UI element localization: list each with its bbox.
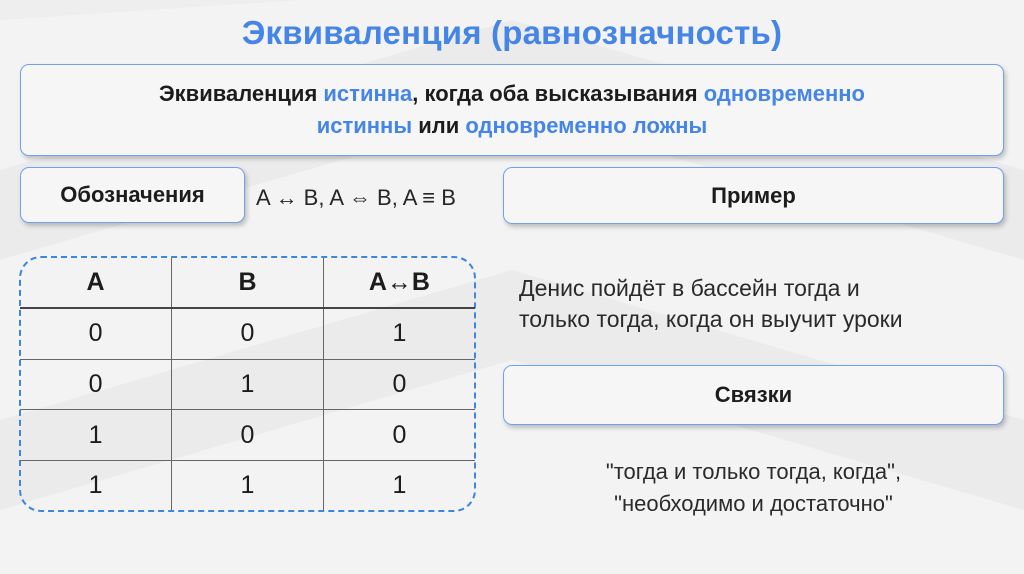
table-cell: 0 xyxy=(323,359,475,410)
connectives-text xyxy=(503,456,1004,520)
table-cell: 1 xyxy=(172,460,324,510)
connectives-line-1: "тогда и только тогда, когда", xyxy=(605,459,902,484)
table-cell: 1 xyxy=(20,460,172,510)
table-cell: 1 xyxy=(323,460,475,510)
table-cell: 0 xyxy=(172,308,324,359)
definition-highlight: истинна xyxy=(323,81,413,106)
table-row xyxy=(20,359,475,410)
definition-line-2 xyxy=(317,110,708,142)
definition-text: или xyxy=(412,113,466,138)
table-cell: 0 xyxy=(20,308,172,359)
example-line-2: только тогда, когда он выучит уроки xyxy=(519,306,903,332)
header-b: B xyxy=(172,258,324,308)
definition-box xyxy=(20,64,1004,156)
definition-highlight: одновременно xyxy=(703,81,865,106)
definition-highlight: истинны xyxy=(316,113,413,138)
example-label: Пример xyxy=(711,182,796,208)
table-row xyxy=(20,308,475,359)
table-cell: 1 xyxy=(172,359,324,410)
definition-line-1 xyxy=(159,78,865,110)
example-label-box xyxy=(503,167,1004,224)
example-text xyxy=(519,273,999,335)
definition-highlight: одновременно ложны xyxy=(465,113,708,138)
definition-text: , когда оба высказывания xyxy=(412,81,704,106)
table-row xyxy=(20,460,475,510)
header-a: A xyxy=(20,258,172,308)
definition-text: Эквиваленция xyxy=(159,81,324,106)
notation-symbols: A ↔ B, A ⇔ B, A ≡ B xyxy=(256,185,456,210)
page-title: Эквиваленция (равнозначность) xyxy=(241,14,783,51)
connectives-label-box xyxy=(503,365,1004,425)
example-line-1: Денис пойдёт в бассейн тогда и xyxy=(519,275,860,301)
connectives-label: Связки xyxy=(714,382,793,407)
header-result: A↔B xyxy=(323,258,475,308)
connectives-line-2: "необходимо и достаточно" xyxy=(614,491,893,516)
notation-label-box xyxy=(20,167,245,223)
table-header-row xyxy=(20,258,475,308)
notation-label: Обозначения xyxy=(60,182,205,207)
table-cell: 0 xyxy=(323,410,475,461)
table-row xyxy=(20,410,475,461)
truth-table xyxy=(20,258,475,510)
table-cell: 0 xyxy=(172,410,324,461)
table-cell: 0 xyxy=(20,359,172,410)
table-cell: 1 xyxy=(323,308,475,359)
table-cell: 1 xyxy=(20,410,172,461)
